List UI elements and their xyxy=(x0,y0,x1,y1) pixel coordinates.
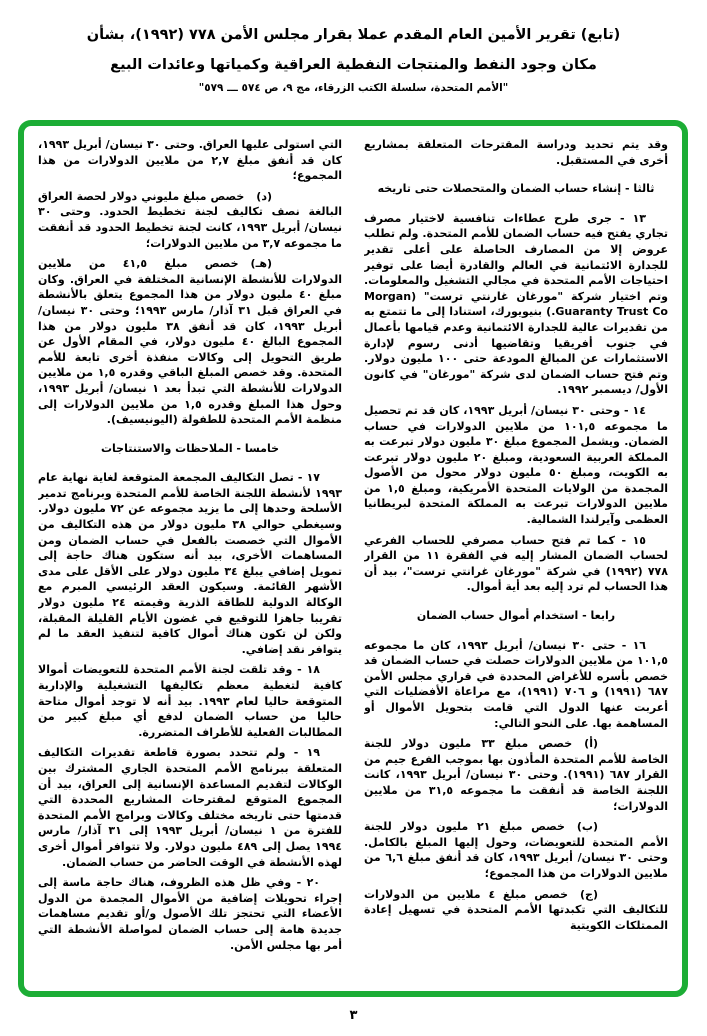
list-marker: (د) xyxy=(256,189,272,203)
paragraph: ١٥ - كما تم فتح حساب مصرفي للحساب الفرعي لحساب الضمان المشار إليه في الفقرة ١١ من القرار ٧٧٨ (١٩٩٢) في شركة "مورغان غرانتي ترست"، بيد أن هذا الحساب لم ترد إليه بعد أية أموال. xyxy=(364,533,668,594)
list-marker: (ب) xyxy=(576,820,598,834)
content-border-box xyxy=(18,120,688,997)
list-item xyxy=(364,887,668,934)
list-marker: (أ) xyxy=(584,737,598,751)
column-right xyxy=(364,137,668,983)
paragraph: ١٦ - حتى ٣٠ نيسان/ أبريل ١٩٩٣، كان ما مجموعه ١٠١,٥ من ملايين الدولارات حصلت في حساب الضمان قد خصص بأسره للأغراض المحددة في قراري مجلس الأمن ٦٨٧ (١٩٩١) و ٧٠٦ (١٩٩١)، مع مراعاة الأفضليات التي أعربت عنها الدول التي قامت بتحويل الأموال أو المساهمة بها. على النحو التالي: xyxy=(364,638,668,730)
list-item xyxy=(38,189,342,251)
section-heading: ثالثا - إنشاء حساب الضمان والمتحصلات حتى تاريخه xyxy=(377,182,655,196)
header-title-line-2: مكان وجود النفط والمنتجات النفطية العراقية وكمياتها وعائدات البيع xyxy=(110,56,597,73)
list-item-text: خصص مبلغ ٤ ملايين من الدولارات للتكاليف التي تكبدتها الأمم المتحدة في تسهيل إعادة الممتلكات الكويتية xyxy=(364,887,668,932)
list-item-text: خصص مبلغ ٣٣ مليون دولار للجنة الخاصة للأمم المتحدة المأذون بها بموجب الفرع جيم من القرار ٦٨٧ (١٩٩١). وحتى ٣٠ نيسان/ أبريل ١٩٩٣، كانت اللجنة الخاصة قد أنفقت ما مجموعه ٣١,٥ من ملايين الدولارات؛ xyxy=(364,737,668,813)
list-item xyxy=(38,256,342,428)
list-marker: (ج) xyxy=(580,887,598,901)
page-number: ٣ xyxy=(349,1008,358,1023)
paragraph: وقد يتم تحديد ودراسة المقترحات المتعلقة بمشاريع أخرى في المستقبل. xyxy=(364,138,668,167)
list-item-text: خصص مبلغ مليوني دولار لحصة العراق البالغة نصف تكاليف لجنة تخطيط الحدود. وحتى ٣٠ نيسان/ أبريل ١٩٩٣، كانت لجنة تخطيط الحدود قد أنفقت ما مجموعه ٣,٧ من ملايين الدولارات؛ xyxy=(38,189,342,250)
paragraph: ١٩ - ولم تتحدد بصورة قاطعة تقديرات التكاليف المتعلقة ببرنامج الأمم المتحدة الجاري المشترك بين الوكالات لتقديم المساعدة الإنسانية إلى العراق، بيد أن المجموع المتوقع لمقترحات المشاريع المحددة التي قدمتها حتى تاريخه مختلف وكالات وبرامج الأمم المتحدة للفترة من ١ نيسان/ أبريل ١٩٩٣ إلى ٣١ آذار/ مارس ١٩٩٤ يصل إلى ٤٨٩ مليون دولار. ولا تتوافر أموال أخرى لهذه الأنشطة في الوقت الحاضر من حساب الضمان. xyxy=(38,746,342,869)
section-heading: رابعا - استخدام أموال حساب الضمان xyxy=(416,609,616,623)
paragraph: ٢٠ - وفي ظل هذه الظروف، هناك حاجة ماسة إلى إجراء تحويلات إضافية من الأموال المجمدة من الدول الأعضاء التي تحتجز تلك الأصول و/أو تقديم مساهمات جديدة هامة إلى حساب الضمان لمواصلة الأنشطة التي أمر بها مجلس الأمن. xyxy=(38,876,342,952)
paragraph: ١٧ - تصل التكاليف المجمعة المتوقعة لغاية نهاية عام ١٩٩٣ لأنشطة اللجنة الخاصة للأمم المتحدة وبرنامج تدمير الأسلحة وحدها إلى ما يزيد مجموعه عن ٧٢ مليون دولار. وسيغطي حوالي ٣٨ مليون دولار من هذه التكاليف من الأموال التي خصصت بالفعل في حساب الضمان ومن المساهمات الأخرى، بيد أنه ستكون هناك حاجة إلى تمويل إضافي يبلغ ٣٤ مليون دولار على الأقل على مدى الأشهر القائمة. وسيكون العقد الرئيسي المبرم مع الوكالة الدولية للطاقة الذرية وقيمته ٢٤ مليون دولار تقريبا جاهزا للتوقيع في غضون الأيام القليلة المقبلة، ولكن لن تكون هناك أموال كافية لتنفيذ العقد ما لم يتوافر نقد إضافي. xyxy=(38,471,342,656)
header-source-citation: "الأمم المتحدة، سلسلة الكتب الزرقاء، مج ٩، ص ٥٧٤ ـــ ٥٧٩" xyxy=(198,81,509,94)
paragraph: ١٤ - وحتى ٣٠ نيسان/ أبريل ١٩٩٣، كان قد تم تحصيل ما مجموعه ١٠١,٥ من ملايين الدولارات في حساب الضمان. ويشمل المجموع مبلغ ٣٠ مليون دولار تبرعت به المملكة العربية السعودية، ومبلغ ٢٠ مليون دولار تبرعت به الكويت، ومبلغ ٥٠ مليون دولار محول من الأصول المجمدة من الولايات المتحدة الأمريكية، ومبلغ ١,٥ من ملايين الدولارات تبرعت به المملكة المتحدة لبريطانيا العظمى وآيرلندا الشمالية. xyxy=(364,403,668,527)
paragraph: ١٣ - جرى طرح عطاءات تنافسية لاختيار مصرف تجاري يفتح فيه حساب الضمان للأمم المتحدة. ولم تطلب عروض إلا من المصارف الحاصلة على أعلى تقدير للجدارة الائتمانية في العالم والقادرة أيضا على توفير احتياجات الأمم المتحدة في مجالي التشغيل والمعلومات. وتم اختيار شركة "مورغان غارنتي ترست" (Morgan Guaranty Trust Co.) بنيويورك، استنادا إلى ما تتمتع به من تقديرات عالية للجدارة الائتمانية وعدم قيامها بأعمال في جنوب أفريقيا وتقاضيها أدنى رسوم لإدارة الاستثمارات عن المبالغ المودعة حتى ١٠٠ مليون دولار. وتم فتح حساب الضمان لدى شركة "مورغان" في كانون الأول/ ديسمبر ١٩٩٢. xyxy=(364,211,668,397)
list-item-text: خصص مبلغ ٢١ مليون دولار للجنة الأمم المتحدة للتعويضات، وحول إليها المبلغ بالكامل. وحتى ٣٠ نيسان/ أبريل ١٩٩٣، كان قد أنفق مبلغ ٦,٦ من ملايين الدولارات من هذا المجموع؛ xyxy=(364,820,668,880)
column-left xyxy=(38,137,342,983)
list-item-text: خصص مبلغ ٤١,٥ من ملايين الدولارات للأنشطة الإنسانية المختلفة في العراق. وكان مبلغ ٤٠ مليون دولار من هذا المجموع يتعلق بالأنشطة في العراق قبل ٣١ آذار/ مارس ١٩٩٣؛ وحتى ٣٠ نيسان/ أبريل ١٩٩٣، كان قد أنفق ٣٨ مليون دولار من هذا المجموع البالغ ٤٠ مليون دولار، في المقام الأول عن طريق التحويل إلى وكالات منفذة أخرى تابعة للأمم المتحدة. وقد خصص المبلغ الباقي وقدره ١,٥ من ملايين الدولارات للأنشطة التي تبدأ بعد ١ نيسان/ أبريل ١٩٩٣، وحول هذا المبلغ وقدره ١,٥ من ملايين الدولارات إلى منظمة الأمم المتحدة للطفولة (اليونيسيف). xyxy=(38,257,342,427)
header-title-line-1: (تابع) تقرير الأمين العام المقدم عملا بقرار مجلس الأمن ٧٧٨ (١٩٩٢)، بشأن xyxy=(86,27,621,43)
paragraph: ١٨ - وقد تلقت لجنة الأمم المتحدة للتعويضات أموالا كافية لتغطية معظم تكاليفها التشغيلية والإدارية المتوقعة حاليا لعام ١٩٩٣. بيد أنه لا توجد أموال متاحة حاليا من حساب الضمان لدفع أي مبلغ كبير من المطالبات الفعلية للأطراف المتضررة. xyxy=(38,663,342,739)
two-column-text-area xyxy=(24,126,682,991)
list-marker: (هـ) xyxy=(250,257,272,271)
paragraph: التي استولى عليها العراق. وحتى ٣٠ نيسان/ أبريل ١٩٩٣، كان قد أنفق مبلغ ٢,٧ من ملايين الدولارات من هذا المجموع؛ xyxy=(38,138,342,183)
list-item xyxy=(364,819,668,881)
document-header xyxy=(0,0,707,94)
section-heading: خامسا - الملاحظات والاستنتاجات xyxy=(100,441,280,455)
list-item xyxy=(364,736,668,814)
